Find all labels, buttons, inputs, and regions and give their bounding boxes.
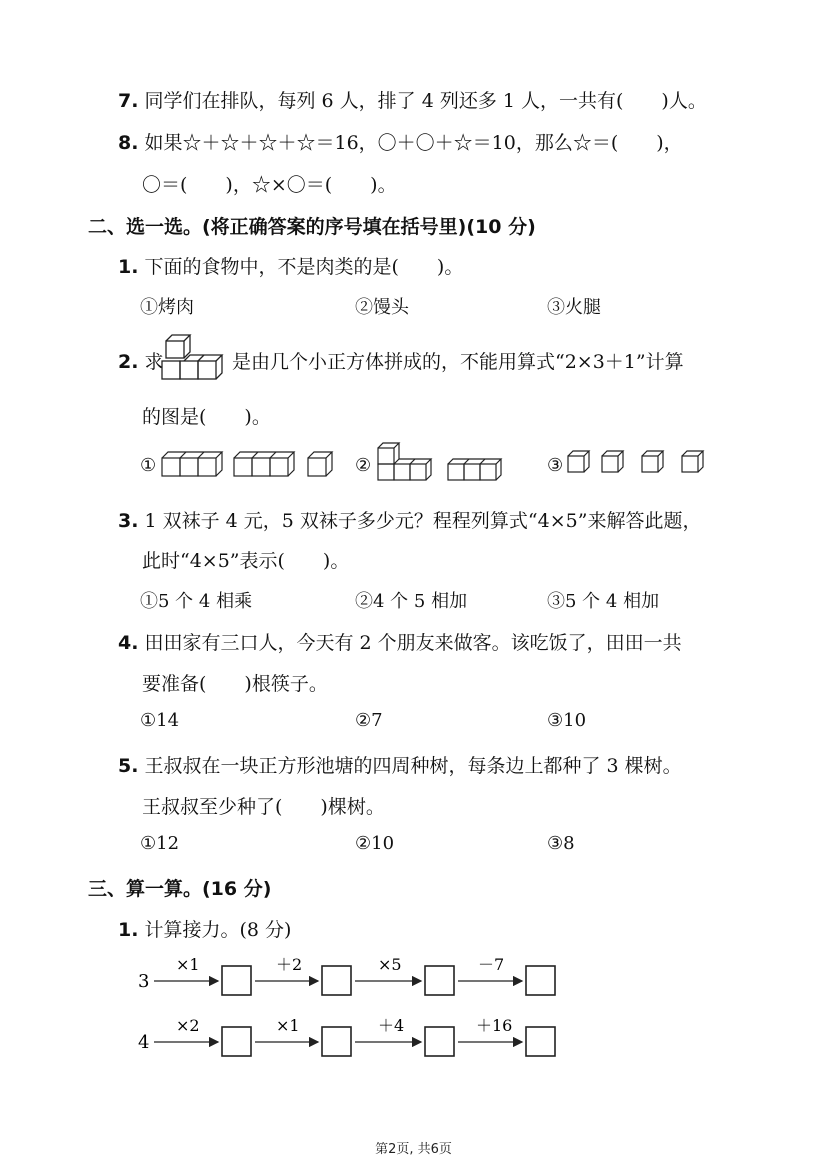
question-8-line1 <box>118 128 683 155</box>
s2q4-option-2[interactable]: ②7 <box>355 710 383 731</box>
question-text: 〇＝( )，☆×〇＝( )。 <box>142 174 397 196</box>
s2-question-1 <box>118 252 463 279</box>
question-number: 1. <box>118 919 139 941</box>
s2-question-2 <box>118 347 164 374</box>
question-text: 田田家有三口人，今天有 2 个朋友来做客。该吃饭了，田田一共 <box>144 632 682 654</box>
question-number: 3. <box>118 510 139 532</box>
answer-box[interactable] <box>222 966 251 995</box>
question-number: 2. <box>118 351 139 373</box>
answer-box[interactable] <box>425 966 454 995</box>
s2q2-option-3[interactable]: ③ <box>547 455 564 476</box>
chain-1 <box>138 955 555 995</box>
s2q3-option-3[interactable]: ③5 个 4 相加 <box>547 591 660 612</box>
relay-chains <box>130 950 570 1065</box>
answer-box[interactable] <box>322 1027 351 1056</box>
s2q3-option-1[interactable]: ①5 个 4 相乘 <box>140 591 253 612</box>
question-number: 5. <box>118 755 139 777</box>
chain-2-op-1: ×2 <box>176 1016 200 1035</box>
question-text: 王叔叔在一块正方形池塘的四周种树，每条边上都种了 3 棵树。 <box>144 755 682 777</box>
question-text: 计算接力。(8 分) <box>144 919 292 941</box>
question-text: 下面的食物中，不是肉类的是( )。 <box>144 256 464 278</box>
answer-box[interactable] <box>222 1027 251 1056</box>
s2-question-5-line2: 王叔叔至少种了( )棵树。 <box>142 796 385 818</box>
s2q4-option-1[interactable]: ①14 <box>140 710 180 731</box>
option-3-cubes-icon[interactable] <box>566 446 716 480</box>
s2-question-3 <box>118 506 701 533</box>
question-7 <box>118 86 707 113</box>
s2q5-option-2[interactable]: ②10 <box>355 833 395 854</box>
s2q2-option-2[interactable]: ② <box>355 455 372 476</box>
chain-2-op-2: ×1 <box>276 1016 300 1035</box>
chain-2-start: 4 <box>138 1032 150 1053</box>
chain-1-op-1: ×1 <box>176 955 200 974</box>
chain-1-op-4: －7 <box>478 955 505 974</box>
page-footer: 第2页, 共6页 <box>375 1142 452 1157</box>
question-text: 1 双袜子 4 元，5 双袜子多少元？程程列算式“4×5”来解答此题， <box>144 510 702 532</box>
answer-box[interactable] <box>526 966 555 995</box>
s2q5-option-1[interactable]: ①12 <box>140 833 180 854</box>
chain-2-op-4: ＋16 <box>476 1016 513 1035</box>
option-1-cubes-icon[interactable] <box>160 448 335 480</box>
question-text: 如果☆＋☆＋☆＋☆＝16，〇＋〇＋☆＝10，那么☆＝( )， <box>144 132 683 154</box>
s2-question-2-line2: 的图是( )。 <box>142 406 271 428</box>
s2q5-option-3[interactable]: ③8 <box>547 833 575 854</box>
section-2-title: 二、选一选。(将正确答案的序号填在括号里)(10 分) <box>88 216 536 238</box>
question-8-line2 <box>142 170 397 197</box>
s2-question-5 <box>118 751 682 778</box>
s2q3-option-2[interactable]: ②4 个 5 相加 <box>355 591 468 612</box>
s2q1-option-2[interactable]: ②馒头 <box>355 297 409 318</box>
answer-box[interactable] <box>425 1027 454 1056</box>
s2-question-4 <box>118 628 682 655</box>
chain-2 <box>138 1016 555 1056</box>
question-number: 1. <box>118 256 139 278</box>
answer-box[interactable] <box>322 966 351 995</box>
s2q1-option-1[interactable]: ①烤肉 <box>140 297 194 318</box>
question-number: 8. <box>118 132 139 154</box>
cube-figure-icon <box>160 333 230 385</box>
chain-1-start: 3 <box>138 971 150 992</box>
s2-question-4-line2: 要准备( )根筷子。 <box>142 673 328 695</box>
answer-box[interactable] <box>526 1027 555 1056</box>
s2q1-option-3[interactable]: ③火腿 <box>547 297 601 318</box>
option-2-cubes-icon[interactable] <box>374 440 514 482</box>
question-text: 同学们在排队，每列 6 人，排了 4 列还多 1 人，一共有( )人。 <box>144 90 707 112</box>
s2-question-3-line2: 此时“4×5”表示( )。 <box>142 550 350 572</box>
chain-2-op-3: ＋4 <box>378 1016 405 1035</box>
s3-question-1 <box>118 915 291 942</box>
chain-1-op-3: ×5 <box>378 955 402 974</box>
section-3-title: 三、算一算。(16 分) <box>88 878 272 900</box>
s2-question-2-suffix: 是由几个小正方体拼成的，不能用算式“2×3＋1”计算 <box>232 351 684 373</box>
chain-1-op-2: ＋2 <box>276 955 303 974</box>
s2q2-option-1[interactable]: ① <box>140 455 157 476</box>
question-number: 4. <box>118 632 139 654</box>
question-prefix: 求 <box>144 351 164 373</box>
s2q4-option-3[interactable]: ③10 <box>547 710 587 731</box>
question-number: 7. <box>118 90 139 112</box>
